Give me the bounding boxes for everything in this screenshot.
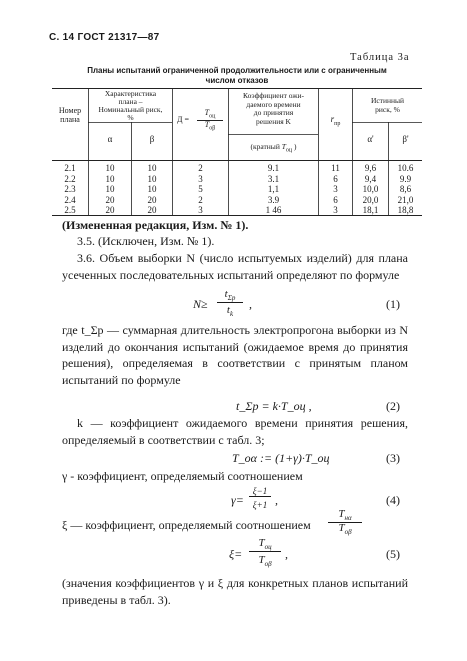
k-definition: k — коэффициент ожидаемого времени принятия решения, определяемый в соответствии с табл. 3; [62, 416, 408, 447]
cell-k: 1,1 [267, 184, 280, 194]
cell-plan: 2.1 [64, 163, 76, 173]
table-label: Таблица 3а [350, 52, 410, 63]
col-k-header: Коэффициент ожи- даемого времени до принятия решения K [242, 91, 305, 126]
cell-rpr: 6 [333, 194, 338, 205]
formula-3: T_оα := (1+γ)·T_оц [232, 451, 330, 465]
para-3-6: 3.6. Объем выборки N (число испытуемых изделий) для плана усеченных последовательных испытаний определяют по формуле [62, 251, 408, 282]
formula-2: t_Σр = k·T_оц , [236, 399, 312, 413]
cell-rpr: 3 [333, 205, 338, 215]
table-title [52, 66, 422, 86]
cell-rpr: 6 [333, 173, 338, 184]
cell-ratio: 3 [198, 205, 203, 215]
table-title-line2: числом отказов [205, 76, 269, 85]
cell-alpha: 20 [105, 205, 115, 215]
cell-alpha2: 9,4 [364, 173, 377, 184]
cell-beta2: 21,0 [397, 194, 414, 205]
cell-alpha: 10 [105, 184, 115, 194]
cell-plan: 2.2 [64, 173, 76, 184]
where-t-sum: где t_Σр — суммарная длительность электропрогона выборки из N изделий до окончания испытаний (ожидаемое время до принятия решения), определяемая в соответствии с принятым планом испытаний по формуле [62, 323, 408, 387]
table-row [52, 195, 422, 206]
col-beta2-header: β' [402, 134, 409, 144]
table-title-line1: Планы испытаний ограниченной продолжительности или с ограниченным [87, 66, 387, 75]
gamma-definition: γ - коэффициент, определяемый соотношением [62, 469, 303, 483]
closing-note: (значения коэффициентов γ и ξ для конкретных планов испытаний приведены в табл. 3). [62, 576, 408, 607]
col-k-note: (кратный $T_{оц}$ ) [250, 142, 297, 154]
col-char-header: Характеристика плана – Номинальный риск, % [98, 89, 163, 122]
table-row [52, 184, 422, 195]
cell-ratio: 2 [198, 194, 203, 205]
cell-plan: 2.5 [64, 205, 76, 215]
cell-beta2: 8,6 [399, 184, 412, 194]
cell-rpr: 11 [331, 163, 340, 173]
cell-k: 9.1 [267, 163, 280, 173]
cell-beta2: 18,8 [397, 205, 414, 215]
eq-number-1: (1) [386, 297, 400, 311]
cell-beta: 20 [147, 194, 157, 205]
col-true-header: Истинный риск, % [370, 96, 405, 114]
cell-alpha: 10 [105, 163, 115, 173]
cell-ratio: 2 [198, 163, 203, 173]
page-header: С. 14 ГОСТ 21317—87 [49, 32, 160, 43]
cell-alpha2: 10,0 [362, 184, 379, 194]
eq-number-3: (3) [386, 451, 400, 465]
eq-number-4: (4) [386, 493, 400, 507]
eq-number-5: (5) [386, 547, 400, 561]
cell-alpha: 10 [105, 173, 115, 184]
amendment-note: (Измененная редакция, Изм. № 1). [62, 218, 249, 232]
cell-ratio: 5 [198, 184, 203, 194]
col-rpr-header: $r_{пр}$ [330, 114, 341, 127]
cell-alpha: 20 [105, 194, 115, 205]
cell-rpr: 3 [333, 184, 338, 194]
cell-alpha2: 9,6 [364, 163, 377, 173]
para-3-5: 3.5. (Исключен, Изм. № 1). [77, 234, 215, 248]
cell-beta: 10 [147, 184, 157, 194]
table-row [52, 205, 422, 216]
col-alpha2-header: α' [367, 134, 374, 144]
plans-table: Номер плана Характеристика плана – Номинальный риск, % α β Д = $T_{оц}$ $T_{o\beta}$ Коэффициент ожи- даемого времени до принятия решения K (кратный $T_{оц}$ ) $r_{пр}$ Истинный риск, % α' β' 2.1 10 10 2 9.1 11 9,6 10.6 2.2 10 10 3 3.1 6 9,4 9.9 2.3 10 10 5 1,1 3 10,0 8,6 2.4 20 20 2 3.9 6 20,0 21,0 2.5 20 20 3 1 46 3 18,1 18,8 [52, 88, 422, 216]
table-row [52, 163, 422, 174]
cell-alpha2: 20,0 [362, 194, 379, 205]
cell-alpha2: 18,1 [362, 205, 379, 215]
cell-k: 3.9 [267, 194, 280, 205]
cell-beta: 10 [147, 163, 157, 173]
eq-number-2: (2) [386, 399, 400, 413]
cell-plan: 2.4 [64, 194, 76, 205]
cell-k: 3.1 [267, 173, 280, 184]
col-plan-header: Номер плана [58, 106, 82, 124]
cell-beta2: 9.9 [399, 173, 412, 184]
cell-beta: 20 [147, 205, 157, 215]
col-alpha-header: α [107, 134, 113, 144]
cell-beta2: 10.6 [397, 163, 414, 173]
cell-ratio: 3 [198, 173, 203, 184]
table-row [52, 174, 422, 185]
col-beta-header: β [149, 134, 155, 144]
cell-beta: 10 [147, 173, 157, 184]
cell-k: 1 46 [265, 205, 282, 215]
cell-plan: 2.3 [64, 184, 76, 194]
xi-definition: ξ — коэффициент, определяемый соотношением [62, 518, 311, 532]
